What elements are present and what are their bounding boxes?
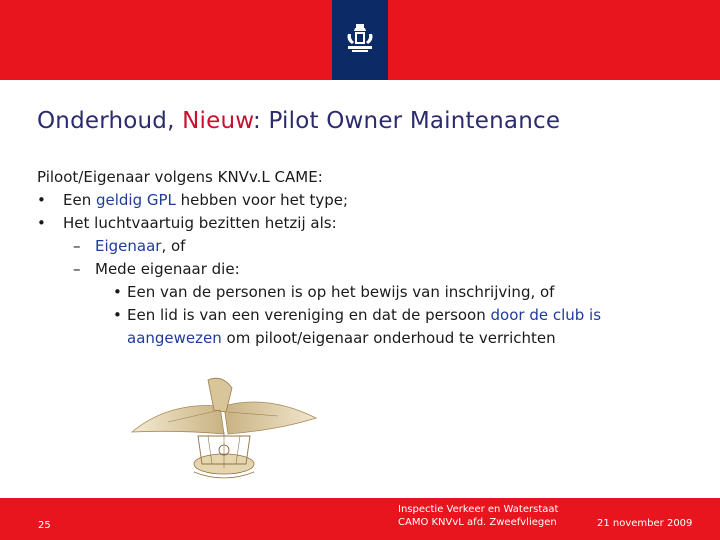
bullet-2: Het luchtvaartuig bezitten hetzij als: xyxy=(63,214,337,232)
sub-sub-bullet-1: Een van de personen is op het bewijs van inschrijving, of xyxy=(127,283,555,301)
emblem-box xyxy=(332,0,388,80)
bullet-1 xyxy=(63,189,348,212)
footer-organization xyxy=(398,503,558,529)
aangewezen-link[interactable]: aangewezen xyxy=(127,329,222,347)
coat-of-arms-icon xyxy=(344,22,376,56)
sub-sub-bullet-2-line2 xyxy=(127,327,556,350)
org-line-2: CAMO KNVvL afd. Zweefvliegen xyxy=(398,517,557,528)
org-line-1: Inspectie Verkeer en Waterstaat xyxy=(398,504,559,515)
eigenaar-link[interactable]: Eigenaar xyxy=(95,237,162,255)
gpl-link[interactable]: geldig GPL xyxy=(95,191,176,209)
club-link[interactable]: door de club is xyxy=(490,306,602,324)
title-highlight: Nieuw xyxy=(182,108,254,134)
page-number: 25 xyxy=(38,520,51,531)
intro-line: Piloot/Eigenaar volgens KNVv.L CAME: xyxy=(37,168,323,186)
bullet-marker: • xyxy=(113,283,122,301)
sub-sub-bullet-2-text-b: om piloot/eigenaar onderhoud te verrichten xyxy=(221,329,556,347)
title-part1: Onderhoud, xyxy=(37,108,183,134)
dash-marker: – xyxy=(73,237,81,255)
title-part2: : Pilot Owner Maintenance xyxy=(253,108,561,134)
footer-bar xyxy=(0,498,720,540)
bullet-marker: • xyxy=(113,306,122,324)
bullet-1-text-b: hebben voor het type; xyxy=(175,191,349,209)
header-bar xyxy=(0,0,720,80)
sub-bullet-2: Mede eigenaar die: xyxy=(95,260,240,278)
sub-sub-bullet-2-line1 xyxy=(127,304,601,327)
footer-date: 21 november 2009 xyxy=(597,518,693,529)
sub-sub-bullet-2-text-a: Een lid is van een vereniging en dat de persoon xyxy=(127,306,491,324)
sub-bullet-1-text: , of xyxy=(161,237,186,255)
bullet-marker: • xyxy=(37,191,46,209)
ornithopter-illustration xyxy=(128,372,318,492)
bullet-1-text-a: Een xyxy=(63,191,96,209)
dash-marker: – xyxy=(73,260,81,278)
sub-bullet-1 xyxy=(95,235,185,258)
bullet-marker: • xyxy=(37,214,46,232)
page-title xyxy=(37,108,560,134)
